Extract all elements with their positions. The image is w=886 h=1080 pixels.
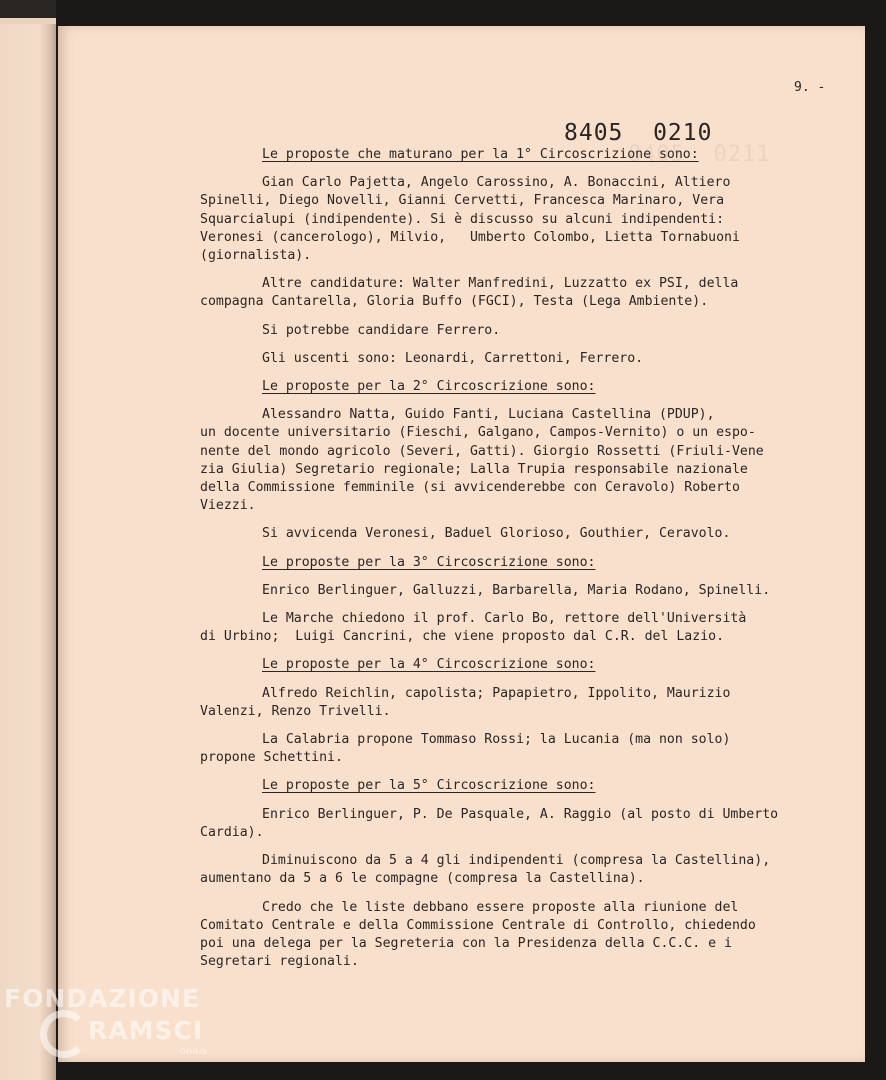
text-line: (giornalista). [200,248,312,264]
text-line: Le Marche chiedono il prof. Carlo Bo, rettore dell'Università [262,611,747,627]
page-number: 9. - [794,80,826,95]
text-line: Spinelli, Diego Novelli, Gianni Cervetti, Francesca Marinaro, Vera [200,193,725,209]
watermark-g-logo-icon [40,1010,88,1058]
section-heading-5: Le proposte per la 5° Circoscrizione sono: [262,778,596,794]
paragraph-candidates-1 [200,174,800,265]
binder-edge [0,22,56,1080]
watermark-line-1: FONDAZIONE [4,984,201,1013]
paragraph-candidates-3 [200,582,800,600]
paragraph-candidates-5 [200,806,800,842]
text-line: Viezzi. [200,498,256,514]
text-line: Squarcialupi (indipendente). Si è discusso su alcuni indipendenti: [200,211,725,227]
text-line: poi una delega per la Segreteria con la Presidenza della C.C.C. e i [200,935,732,951]
paragraph-marche [200,610,800,646]
fondazione-gramsci-watermark [4,984,224,1074]
text-line: Altre candidature: Walter Manfredini, Luzzatto ex PSI, della [262,276,739,292]
document-body [200,146,800,981]
text-line: Enrico Berlinguer, P. De Pasquale, A. Raggio (al posto di Umberto [262,806,779,822]
section-heading-2: Le proposte per la 2° Circoscrizione sono: [262,379,596,395]
text-line: Si potrebbe candidare Ferrero. [262,322,501,338]
paragraph-conclusion [200,899,800,972]
text-line: Cardia). [200,824,264,840]
paragraph-rotation [200,525,800,543]
text-line: compagna Cantarella, Gloria Buffo (FGCI), Testa (Lega Ambiente). [200,294,709,310]
text-line: zia Giulia) Segretario regionale; Lalla Trupia responsabile nazionale [200,461,748,477]
text-line: Credo che le liste debbano essere proposte alla riunione del [262,899,739,915]
watermark-line-2: RAMSCI [88,1016,204,1045]
bleed-through-code: 8405 0211 [628,142,771,167]
section-heading-1: Le proposte che maturano per la 1° Circoscrizione sono: [262,147,699,162]
text-line: nente del mondo agricolo (Severi, Gatti). Giorgio Rossetti (Friuli-Vene [200,443,764,459]
paragraph-ferrero [200,322,800,340]
text-line: di Urbino; Luigi Cancrini, che viene proposto dal C.R. del Lazio. [200,629,725,645]
text-line: Alfredo Reichlin, capolista; Papapietro, Ippolito, Maurizio [262,685,731,701]
text-line: Alessandro Natta, Guido Fanti, Luciana Castellina (PDUP), [262,407,715,423]
text-line: aumentano da 5 a 6 le compagne (compresa la Castellina). [200,871,645,887]
text-line: Valenzi, Renzo Trivelli. [200,703,391,719]
text-line: Enrico Berlinguer, Galluzzi, Barbarella, Maria Rodano, Spinelli. [262,582,771,598]
section-heading-3: Le proposte per la 3° Circoscrizione sono: [262,554,596,570]
binder-top-strip [0,18,56,24]
text-line: Comitato Centrale e della Commissione Centrale di Controllo, chiedendo [200,917,756,933]
paragraph-outgoing [200,350,800,368]
text-line: della Commissione femminile (si avvicenderebbe con Ceravolo) Roberto [200,480,740,496]
paragraph-candidates-2 [200,406,800,515]
watermark-subtitle: onlus [180,1046,207,1057]
text-line: propone Schettini. [200,750,343,766]
text-line: Diminuiscono da 5 a 4 gli indipendenti (compresa la Castellina), [262,853,771,869]
text-line: La Calabria propone Tommaso Rossi; la Lucania (ma non solo) [262,732,731,748]
text-line: Gli uscenti sono: Leonardi, Carrettoni, Ferrero. [262,350,644,366]
text-line: Segretari regionali. [200,954,359,970]
paragraph-independents [200,852,800,888]
paragraph-other-candidacies [200,275,800,311]
text-line: Gian Carlo Pajetta, Angelo Carossino, A. Bonaccini, Altiero [262,175,731,191]
text-line: Si avvicenda Veronesi, Baduel Glorioso, Gouthier, Ceravolo. [262,526,731,542]
paragraph-calabria [200,731,800,767]
document-code: 8405 0210 [564,120,713,146]
section-heading-4: Le proposte per la 4° Circoscrizione sono: [262,657,596,673]
text-line: un docente universitario (Fieschi, Galgano, Campos-Vernito) o un espo- [200,425,756,441]
paragraph-candidates-4 [200,685,800,721]
text-line: Veronesi (cancerologo), Milvio, Umberto Colombo, Lietta Tornabuoni [200,229,740,245]
